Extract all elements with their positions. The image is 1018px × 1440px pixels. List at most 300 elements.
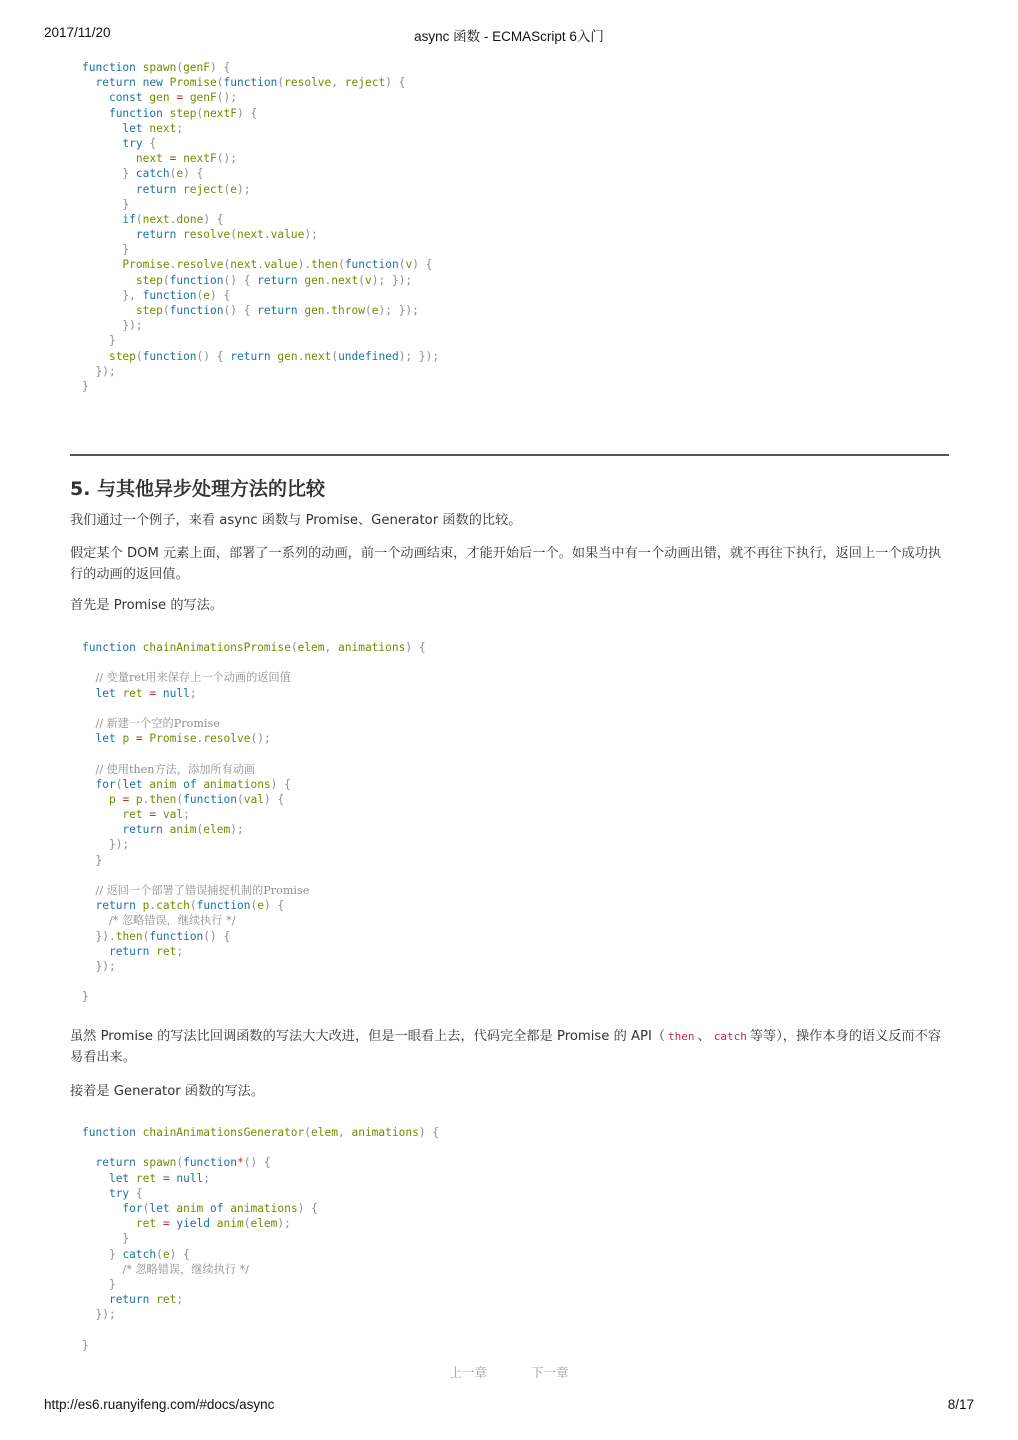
- code-token: /* 忽略错误，继续执行 */: [108, 914, 236, 928]
- code-token: =: [162, 152, 184, 166]
- paragraph-promise-critique: [70, 1026, 948, 1068]
- code-token: Promise: [149, 732, 197, 746]
- code-token: ret: [135, 1217, 157, 1231]
- code-token: // 新建一个空的Promise: [95, 716, 220, 730]
- code-token: [82, 914, 109, 927]
- code-token: [82, 808, 122, 821]
- code-token: ) {: [263, 792, 285, 806]
- code-token: (: [162, 273, 170, 287]
- code-token: return: [108, 1293, 157, 1307]
- code-token: return: [95, 1156, 143, 1170]
- code-token: undefined: [338, 349, 399, 363]
- code-token: resolve: [183, 228, 231, 242]
- code-line: [82, 1307, 938, 1322]
- code-token: }: [82, 379, 89, 393]
- code-block-generator: [70, 1125, 950, 1353]
- code-line: [82, 1155, 938, 1170]
- code-token: [82, 1308, 95, 1321]
- code-token: function: [142, 349, 197, 363]
- code-token: [82, 671, 95, 684]
- code-token: e: [371, 304, 379, 317]
- code-line: [82, 640, 938, 655]
- code-line: [82, 349, 938, 364]
- code-token: of: [183, 777, 204, 791]
- code-token: anim: [216, 1217, 244, 1231]
- code-token: ret: [135, 1171, 157, 1185]
- code-token: [82, 152, 136, 165]
- code-token: ) {: [418, 1126, 440, 1139]
- code-token: ) {: [210, 61, 231, 74]
- code-token: function: [344, 258, 399, 272]
- code-token: }: [122, 243, 130, 257]
- code-token: function: [183, 1156, 237, 1170]
- code-token: );: [236, 182, 251, 196]
- code-token: genF: [189, 91, 217, 105]
- code-token: (: [358, 273, 365, 287]
- print-footer: [44, 1397, 974, 1415]
- code-token: () {: [203, 929, 231, 943]
- code-line: [82, 929, 938, 944]
- code-token: resolve: [176, 258, 224, 272]
- code-token: let: [95, 732, 123, 746]
- code-token: ret: [156, 944, 177, 958]
- code-token: /* 忽略错误，继续执行 */: [122, 1262, 249, 1276]
- code-token: gen: [304, 304, 325, 317]
- code-token: [82, 732, 95, 745]
- code-token: (: [189, 899, 197, 913]
- code-token: next: [135, 152, 163, 166]
- code-token: (: [250, 899, 258, 913]
- code-token: (: [176, 61, 184, 74]
- code-token: for: [95, 777, 116, 791]
- code-line: [82, 1247, 938, 1262]
- code-token: ;: [176, 1293, 184, 1307]
- code-token: gen: [149, 91, 170, 105]
- code-token: return new: [95, 76, 170, 90]
- code-token: [82, 304, 136, 317]
- code-line: [82, 1277, 938, 1292]
- code-token: chainAnimationsPromise: [142, 641, 291, 654]
- code-line: [82, 303, 938, 318]
- print-url: http://es6.ruanyifeng.com/#docs/async: [44, 1397, 275, 1412]
- code-token: );: [230, 823, 244, 837]
- code-line: [82, 1292, 938, 1307]
- paragraph-scenario: 假定某个 DOM 元素上面，部署了一系列的动画，前一个动画结束，才能开始后一个。如果当中有一个动画出错，就不再往下执行，返回上一个成功执行的动画的返回值。: [70, 546, 942, 582]
- code-token: Promise: [122, 258, 170, 272]
- chapter-pager: [0, 1363, 1018, 1381]
- code-token: [82, 122, 122, 135]
- code-token: ;: [203, 1171, 211, 1185]
- code-line: [82, 853, 938, 868]
- code-token: =: [142, 808, 163, 822]
- print-date: 2017/11/20: [44, 25, 111, 40]
- code-token: .: [149, 899, 157, 913]
- code-token: [82, 687, 95, 700]
- code-token: // 变量ret用来保存上一个动画的返回值: [95, 671, 291, 685]
- code-token: [82, 960, 95, 973]
- code-token: [82, 243, 122, 256]
- code-token: ); });: [378, 304, 419, 317]
- code-token: step: [135, 273, 163, 287]
- code-token: animations: [338, 641, 406, 654]
- code-token: if: [122, 212, 136, 226]
- code-token: });: [95, 364, 116, 378]
- code-token: val: [243, 792, 264, 806]
- code-line: [82, 822, 938, 837]
- code-token: e: [230, 182, 237, 196]
- code-token: ,: [324, 641, 338, 654]
- code-token: spawn: [142, 61, 177, 74]
- code-token: next: [236, 228, 264, 242]
- code-line: [82, 1171, 938, 1186]
- code-token: function: [169, 304, 224, 317]
- code-token: });: [108, 838, 130, 852]
- code-token: catch: [156, 899, 190, 913]
- code-token: [82, 778, 95, 791]
- code-line: [82, 227, 938, 242]
- code-token: });: [95, 959, 116, 973]
- code-token: let: [122, 121, 150, 135]
- code-line: [82, 257, 938, 272]
- code-line: [82, 197, 938, 212]
- code-line: [82, 242, 938, 257]
- code-token: [82, 945, 109, 958]
- code-token: return: [95, 899, 143, 913]
- code-block-spawn: [70, 60, 950, 394]
- code-line: [82, 898, 938, 913]
- code-token: .: [196, 732, 204, 746]
- code-token: (: [135, 349, 143, 363]
- code-token: catch: [135, 167, 170, 181]
- critique-text-end: 等等），操作本身的语义反而不容易看出来。: [70, 1029, 942, 1065]
- print-page-number: 8/17: [947, 1397, 974, 1412]
- code-token: let: [149, 1201, 177, 1215]
- code-token: elem: [311, 1126, 338, 1139]
- code-token: [82, 258, 122, 271]
- code-token: .: [324, 273, 332, 287]
- code-token: ) {: [183, 167, 204, 181]
- code-line: [82, 1201, 938, 1216]
- code-token: [82, 76, 95, 89]
- code-token: (: [196, 288, 204, 302]
- code-token: v: [365, 273, 372, 287]
- code-token: ,: [331, 76, 345, 90]
- code-line: [82, 792, 938, 807]
- code-line: [82, 670, 938, 685]
- code-token: [82, 198, 122, 211]
- code-token: (: [304, 1126, 312, 1139]
- code-token: (: [142, 1201, 150, 1215]
- code-token: catch: [122, 1247, 157, 1261]
- code-line: [82, 913, 938, 928]
- code-line: [82, 1262, 938, 1277]
- paragraph-intro: 我们通过一个例子，来看 async 函数与 Promise、Generator 函数的比较。: [70, 513, 522, 528]
- code-token: return: [135, 228, 184, 242]
- code-token: [82, 365, 95, 378]
- code-line: [82, 1186, 938, 1201]
- code-token: (: [196, 823, 204, 837]
- code-token: reject: [344, 76, 386, 90]
- code-token: return: [108, 944, 157, 958]
- code-token: (: [237, 792, 244, 806]
- code-token: (: [243, 1217, 251, 1231]
- code-token: (: [277, 76, 285, 90]
- code-token: let: [122, 777, 150, 791]
- code-token: return: [257, 273, 305, 287]
- code-token: p: [122, 732, 130, 746]
- code-token: ) {: [297, 1201, 318, 1215]
- code-token: .: [169, 258, 177, 272]
- code-token: () {: [196, 349, 231, 363]
- next-chapter-link[interactable]: 下一章: [530, 1365, 569, 1380]
- code-token: v: [405, 258, 413, 272]
- code-token: return: [135, 182, 184, 196]
- code-token: (: [162, 304, 170, 317]
- code-token: (: [156, 1247, 163, 1261]
- code-token: (: [196, 106, 204, 120]
- code-token: }: [122, 167, 136, 181]
- code-token: (: [230, 228, 237, 242]
- code-token: }: [108, 334, 116, 348]
- code-token: const: [108, 91, 150, 105]
- code-token: throw: [331, 304, 365, 317]
- code-token: animations: [203, 777, 271, 791]
- code-token: ) {: [385, 76, 406, 90]
- code-token: nextF: [183, 152, 217, 166]
- code-line: [82, 212, 938, 227]
- critique-separator: 、: [697, 1029, 711, 1044]
- code-line: [82, 75, 938, 90]
- code-line: [82, 655, 938, 670]
- code-token: [82, 930, 95, 943]
- code-token: );: [304, 228, 318, 242]
- code-token: next: [331, 273, 359, 287]
- code-token: (: [169, 167, 177, 181]
- code-token: anim: [149, 777, 184, 791]
- code-token: animations: [230, 1201, 298, 1215]
- code-token: }: [95, 853, 103, 867]
- code-token: try: [108, 1186, 136, 1200]
- code-token: p: [135, 792, 143, 806]
- code-token: [82, 838, 109, 851]
- code-token: function: [183, 792, 238, 806]
- code-token: resolve: [284, 76, 332, 90]
- code-token: p: [142, 899, 150, 913]
- code-line: [82, 333, 938, 348]
- code-token: ); });: [371, 273, 413, 287]
- code-token: (: [290, 641, 298, 654]
- code-line: [82, 837, 938, 852]
- code-line: [82, 686, 938, 701]
- code-token: =: [142, 686, 163, 700]
- code-token: });: [95, 1308, 116, 1322]
- code-line: [82, 883, 938, 898]
- code-token: val: [162, 808, 184, 822]
- code-token: ).: [297, 258, 312, 272]
- code-token: () {: [243, 1156, 271, 1170]
- code-token: try: [122, 136, 150, 150]
- code-token: (: [142, 929, 150, 943]
- code-line: [82, 1338, 938, 1353]
- code-token: =: [169, 91, 190, 105]
- code-line: [82, 944, 938, 959]
- code-token: });: [122, 319, 143, 333]
- paragraph-promise-intro: 首先是 Promise 的写法。: [70, 598, 224, 613]
- code-token: gen: [304, 273, 325, 287]
- code-token: ) {: [270, 777, 291, 791]
- code-token: step: [169, 106, 197, 120]
- code-block-promise: [70, 640, 950, 1005]
- code-token: [82, 1263, 122, 1276]
- code-token: (: [398, 258, 406, 272]
- code-token: next: [149, 121, 177, 135]
- code-token: (: [216, 76, 224, 90]
- code-token: (: [331, 349, 339, 363]
- code-token: () {: [223, 304, 258, 317]
- code-line: [82, 807, 938, 822]
- code-token: () {: [223, 273, 258, 287]
- code-line: [82, 151, 938, 166]
- code-token: ,: [337, 1126, 352, 1139]
- code-token: Promise: [169, 76, 217, 90]
- print-page-title: async 函数 - ECMAScript 6入门: [414, 29, 604, 44]
- code-token: next: [304, 349, 332, 363]
- code-token: genF: [183, 61, 211, 74]
- code-token: (: [135, 212, 143, 226]
- code-token: e: [257, 899, 264, 913]
- code-line: [82, 746, 938, 761]
- code-token: (: [223, 182, 231, 196]
- code-token: .: [263, 228, 271, 242]
- code-token: [82, 228, 136, 241]
- code-token: [82, 1248, 109, 1261]
- code-token: .: [324, 304, 332, 317]
- code-line: [82, 288, 938, 303]
- code-token: // 返回一个部署了错误捕捉机制的Promise: [95, 884, 310, 897]
- code-token: [82, 350, 109, 363]
- code-token: ) {: [405, 641, 426, 654]
- code-token: }: [108, 1277, 116, 1291]
- code-token: );: [277, 1217, 291, 1231]
- code-token: e: [176, 167, 184, 181]
- paragraph-generator-intro: 接着是 Generator 函数的写法。: [70, 1084, 265, 1099]
- code-token: // 使用then方法，添加所有动画: [95, 762, 256, 776]
- code-token: anim: [176, 1201, 211, 1215]
- code-token: [82, 1202, 122, 1215]
- code-line: [82, 379, 938, 394]
- inline-code-then: then: [668, 1030, 695, 1043]
- code-token: .: [257, 258, 264, 272]
- code-token: }).: [95, 929, 116, 943]
- code-token: {: [135, 1186, 143, 1200]
- code-line: [82, 731, 938, 746]
- code-token: function: [82, 61, 143, 74]
- code-token: (: [223, 258, 231, 272]
- code-token: [82, 289, 122, 302]
- code-token: next: [230, 258, 258, 272]
- code-line: [82, 121, 938, 136]
- code-token: function: [82, 1126, 143, 1139]
- code-token: [82, 137, 122, 150]
- code-token: elem: [297, 641, 325, 654]
- code-token: [82, 183, 136, 196]
- code-token: },: [122, 288, 143, 302]
- code-token: ;: [183, 808, 190, 822]
- code-token: nextF: [203, 106, 237, 120]
- code-token: .: [169, 212, 177, 226]
- code-token: .: [142, 792, 150, 806]
- prev-chapter-link[interactable]: 上一章: [449, 1365, 487, 1380]
- code-token: e: [162, 1247, 170, 1261]
- code-token: function: [142, 288, 197, 302]
- code-token: reject: [183, 182, 224, 196]
- code-token: ;: [176, 121, 184, 135]
- code-token: }: [82, 1338, 89, 1352]
- code-token: [82, 1232, 122, 1245]
- code-line: [82, 1231, 938, 1246]
- code-token: elem: [250, 1217, 278, 1231]
- code-line: [82, 868, 938, 883]
- code-token: function: [196, 899, 251, 913]
- code-line: [82, 1125, 938, 1140]
- code-line: [82, 1216, 938, 1231]
- code-token: }: [122, 197, 130, 211]
- code-token: ) {: [203, 212, 224, 226]
- code-token: elem: [203, 823, 231, 837]
- code-token: function: [223, 76, 278, 90]
- code-token: animations: [351, 1126, 419, 1139]
- code-line: [82, 90, 938, 105]
- code-token: ) {: [412, 258, 433, 272]
- code-token: {: [149, 136, 157, 150]
- code-token: ();: [216, 152, 237, 166]
- code-token: ) {: [210, 288, 231, 302]
- code-token: .: [297, 349, 305, 363]
- code-line: [82, 166, 938, 181]
- code-line: [82, 777, 938, 792]
- code-token: }: [82, 990, 89, 1004]
- code-token: [82, 854, 95, 867]
- section-heading: 5. 与其他异步处理方法的比较: [70, 478, 326, 500]
- code-token: value: [263, 258, 298, 272]
- code-token: null: [176, 1171, 204, 1185]
- code-token: (: [364, 304, 372, 317]
- code-line: [82, 959, 938, 974]
- code-token: ); });: [398, 349, 440, 363]
- code-line: [82, 273, 938, 288]
- code-token: [82, 823, 122, 836]
- code-token: [82, 793, 109, 806]
- print-header: [44, 25, 974, 43]
- code-token: ret: [156, 1293, 177, 1307]
- code-token: return: [122, 823, 170, 837]
- code-token: return: [230, 349, 278, 363]
- code-token: =: [156, 1171, 177, 1185]
- code-token: [82, 1293, 109, 1306]
- code-token: [82, 1187, 109, 1200]
- code-line: [82, 1140, 938, 1155]
- code-token: (: [176, 792, 184, 806]
- code-token: [82, 1217, 136, 1230]
- code-token: anim: [169, 823, 197, 837]
- code-token: [82, 1172, 109, 1185]
- code-line: [82, 701, 938, 716]
- code-token: [82, 319, 122, 332]
- code-token: =: [115, 792, 136, 806]
- critique-text-start: 虽然 Promise 的写法比回调函数的写法大大改进，但是一眼看上去，代码完全都是 Promise 的 API（: [70, 1029, 666, 1044]
- code-token: =: [156, 1217, 177, 1231]
- code-token: next: [142, 212, 170, 226]
